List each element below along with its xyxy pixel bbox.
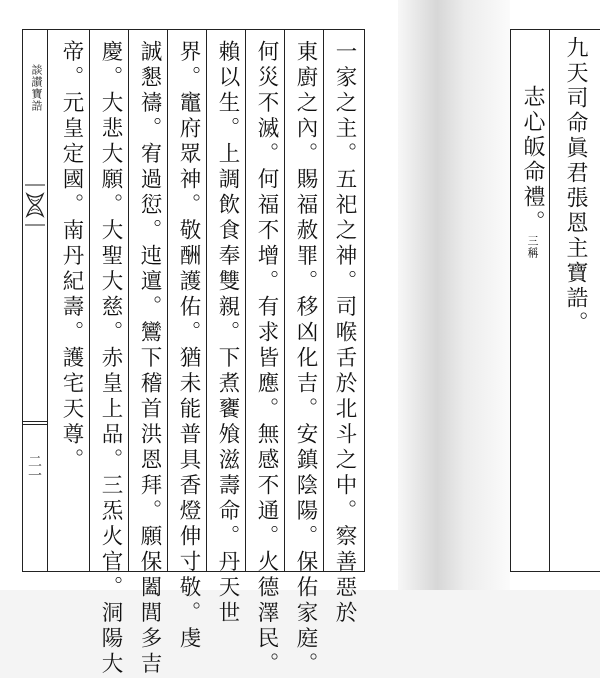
page-number-separator	[23, 421, 48, 422]
right-text-frame	[510, 29, 600, 572]
text-column-8: 帝。元皇定國。南丹紀壽。護宅天尊。	[59, 40, 84, 474]
subtitle-note: 三稱	[526, 235, 539, 259]
invocation-subtitle	[515, 85, 549, 259]
text-column-4: 賴以生。上調飲食奉雙親。下煮饔飧滋壽命。丹天世	[215, 40, 240, 627]
text-column-6: 誠懇禱。宥過愆。迍邅。鸞下稽首洪恩拜。願保闔閭多吉	[137, 40, 162, 678]
text-column-3: 何災不滅。何福不增。有求皆應。無感不通。火德澤民。	[254, 40, 279, 678]
page-number: 二一	[26, 454, 42, 482]
right-page	[510, 0, 600, 590]
text-column-5: 界。竈府眾神。敬酬護佑。猶未能普具香燈伸寸敬。虔	[176, 40, 201, 652]
column-divider	[549, 30, 550, 571]
text-column-1: 一家之主。五祀之神。司喉舌於北斗之中。察善惡於	[332, 40, 357, 627]
invocation-title: 九天司命眞君張恩主寶誥。	[563, 36, 588, 336]
margin-column	[23, 30, 48, 571]
subtitle-text: 志心皈命禮。	[520, 85, 545, 235]
fish-tail-mark-icon	[25, 180, 45, 230]
page-number-separator	[23, 424, 48, 425]
margin-title: 談讃寶誥	[30, 64, 43, 112]
text-column-7: 慶。大悲大願。大聖大慈。赤皇上品。三炁火官。洞陽大	[98, 40, 123, 678]
text-column-2: 東廚之內。賜福赦罪。移凶化吉。安鎮陰陽。保佑家庭。	[293, 40, 318, 678]
left-text-frame	[22, 29, 365, 678]
book-gutter	[398, 0, 510, 590]
